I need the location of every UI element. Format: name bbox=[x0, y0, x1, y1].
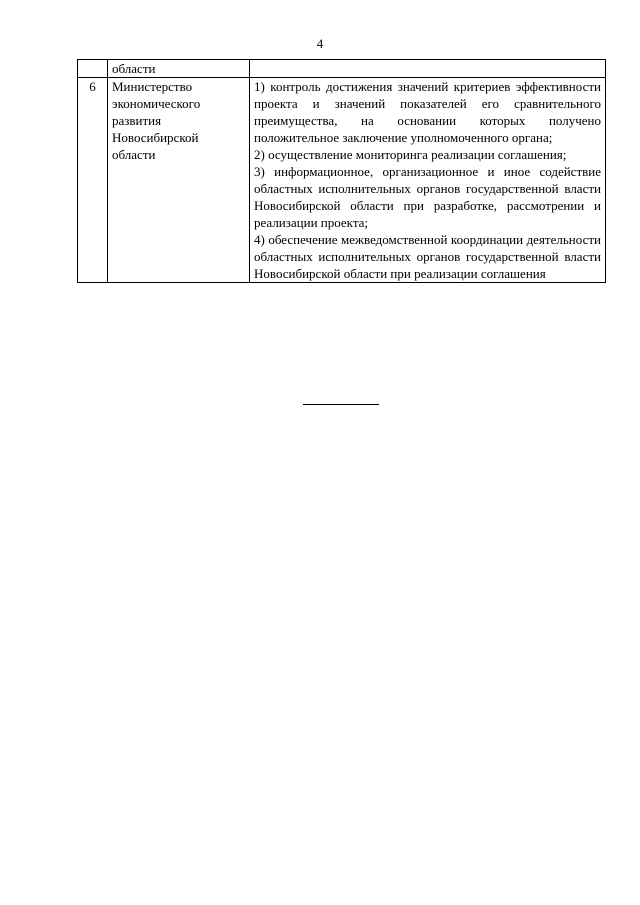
row-number-cell: 6 bbox=[78, 78, 108, 283]
table-row-continuation bbox=[78, 60, 606, 78]
table-row bbox=[78, 78, 606, 283]
page-number: 4 bbox=[316, 36, 324, 51]
function-item: 1) контроль достижения значений критериев эффективности проекта и значений показателей его сравнительного преимущества, на основании которых получено положительное заключение уполномоченного органа; bbox=[254, 79, 601, 145]
organization-cell: области bbox=[108, 60, 250, 78]
functions-cell bbox=[250, 78, 606, 283]
functions-cell bbox=[250, 60, 606, 78]
row-number-cell bbox=[78, 60, 108, 78]
organization-cell: Министерство экономического развития Новосибирской области bbox=[108, 78, 250, 283]
responsibility-table bbox=[77, 59, 606, 283]
end-of-document-line bbox=[303, 404, 379, 405]
function-item: 4) обеспечение межведомственной координации деятельности областных исполнительных органов государственной власти Новосибирской области при реализации соглашения bbox=[254, 232, 601, 281]
function-item: 2) осуществление мониторинга реализации соглашения; bbox=[254, 147, 567, 162]
function-item: 3) информационное, организационное и иное содействие областных исполнительных органов государственной власти Новосибирской области при разработке, рассмотрении и реализации проекта; bbox=[254, 164, 601, 230]
